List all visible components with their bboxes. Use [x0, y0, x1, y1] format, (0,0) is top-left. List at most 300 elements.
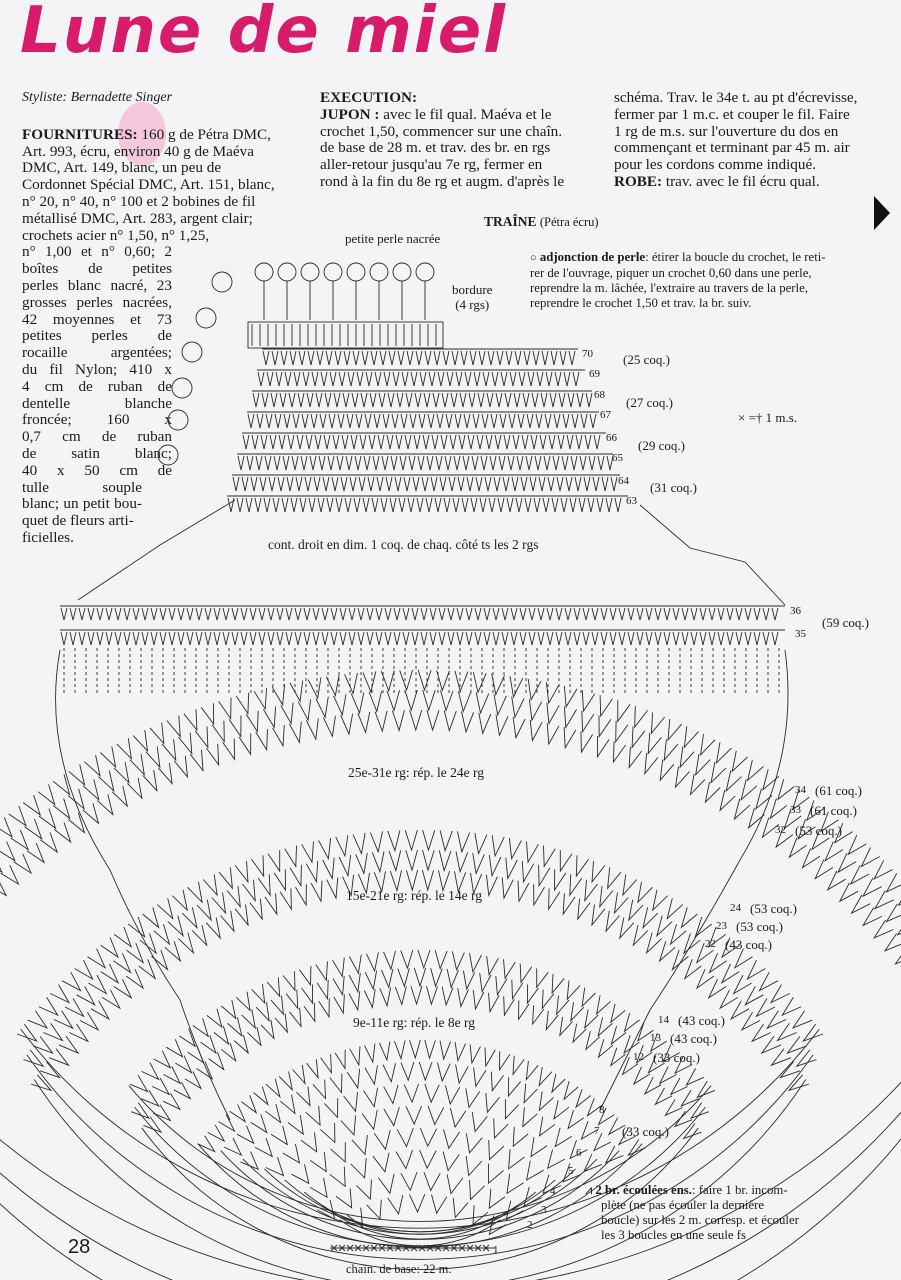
stitch-mark — [117, 738, 132, 759]
stitch-mark — [533, 351, 539, 365]
stitch-mark — [763, 769, 779, 789]
stitch-mark — [365, 414, 371, 428]
stitch-mark — [319, 838, 331, 859]
stitch-mark — [556, 608, 562, 620]
stitch-mark — [600, 886, 613, 907]
stitch-mark — [347, 414, 353, 428]
stitch-mark — [227, 886, 240, 907]
stitch-mark — [614, 893, 628, 914]
stitch-mark — [405, 690, 418, 710]
stitch-mark — [341, 714, 353, 735]
stitch-mark — [152, 950, 168, 970]
stitch-mark — [711, 762, 726, 783]
stitch-mark — [364, 1044, 375, 1063]
stitch-mark — [620, 918, 634, 938]
stitch-mark — [598, 456, 604, 470]
stitch-mark — [522, 861, 533, 882]
stitch-mark — [218, 1114, 234, 1131]
stitch-mark — [491, 1072, 503, 1091]
stitch-mark — [184, 709, 197, 730]
stitch-mark — [493, 632, 499, 645]
stitch-mark — [320, 1123, 335, 1143]
stitch-mark — [375, 711, 387, 731]
right-line: pour les cordons comme indiqué. — [614, 156, 817, 174]
stitch-mark — [187, 608, 193, 620]
stitch-mark — [509, 414, 515, 428]
stitch-mark — [628, 1140, 645, 1156]
stitch-mark — [255, 1138, 272, 1156]
stitch-mark — [133, 730, 147, 751]
stitch-mark — [851, 865, 869, 884]
stitch-mark — [539, 1092, 553, 1111]
stitch-mark — [517, 456, 523, 470]
stitch-mark — [61, 608, 67, 620]
stitch-mark — [754, 632, 760, 645]
stitch-mark — [365, 1065, 378, 1084]
stitch-mark — [277, 632, 283, 645]
stitch-mark — [0, 853, 2, 872]
stitch-mark — [874, 860, 893, 879]
stitch-mark — [253, 393, 259, 407]
stitch-mark — [540, 1117, 556, 1136]
stitch-mark — [394, 608, 400, 620]
stitch-mark — [346, 456, 352, 470]
stitch-mark — [513, 435, 519, 449]
stitch-mark — [398, 351, 404, 365]
stitch-mark — [174, 756, 187, 777]
stitch-mark — [520, 632, 526, 645]
stitch-mark — [581, 731, 593, 752]
stitch-mark — [337, 456, 343, 470]
stitch-mark — [490, 456, 496, 470]
stitch-mark — [507, 1174, 524, 1194]
stitch-mark — [297, 435, 303, 449]
stitch-mark — [521, 477, 527, 491]
stitch-mark — [279, 1072, 292, 1090]
stitch-mark — [489, 855, 501, 876]
stitch-mark — [370, 831, 382, 851]
stitch-mark — [578, 899, 590, 920]
stitch-mark — [317, 980, 328, 999]
stitch-mark — [563, 414, 569, 428]
stitch-mark — [167, 716, 181, 737]
stitch-mark — [484, 632, 490, 645]
row-number: 23 — [716, 920, 727, 932]
stitch-mark — [496, 393, 502, 407]
stitch-mark — [235, 861, 248, 882]
stitch-mark — [554, 1100, 569, 1119]
stitch-mark — [500, 414, 506, 428]
stitch-mark — [629, 900, 643, 920]
stitch-mark — [575, 477, 581, 491]
bordure-label: bordure (4 rgs) — [452, 282, 493, 312]
stitch-mark — [39, 997, 58, 1015]
stitch-mark — [356, 1180, 371, 1200]
stitch-mark — [214, 632, 220, 645]
stitch-mark — [572, 414, 578, 428]
stitch-mark — [313, 1080, 326, 1099]
stitch-mark — [754, 608, 760, 620]
stitch-mark — [559, 393, 565, 407]
stitch-mark — [675, 1111, 692, 1127]
stitch-mark — [27, 843, 44, 862]
stitch-mark — [219, 867, 232, 888]
supplies-line: Cordonnet Spécial DMC, Art. 151, blanc, — [22, 176, 275, 194]
stitch-mark — [664, 739, 678, 760]
stitch-mark — [489, 993, 500, 1012]
stitch-mark — [160, 608, 166, 620]
stitch-mark — [411, 986, 422, 1004]
stitch-mark — [334, 994, 345, 1013]
stitch-mark — [304, 632, 310, 645]
stitch-mark — [241, 1095, 256, 1113]
stitch-mark — [592, 861, 605, 882]
stitch-mark — [384, 372, 390, 386]
stitch-mark — [334, 393, 340, 407]
stitch-mark — [115, 632, 121, 645]
stitch-mark — [343, 393, 349, 407]
stitch-mark — [142, 608, 148, 620]
stitch-mark — [667, 898, 683, 918]
stitch-mark — [574, 632, 580, 645]
stitch-mark — [447, 969, 458, 987]
stitch-mark — [262, 393, 268, 407]
stitch-mark — [633, 925, 648, 945]
stitch-mark — [536, 414, 542, 428]
stitch-mark — [568, 1110, 584, 1128]
row-number: 68 — [594, 389, 605, 401]
stitch-mark — [466, 1088, 480, 1107]
stitch-mark — [556, 632, 562, 645]
stitch-mark — [247, 456, 253, 470]
stitch-mark — [401, 950, 413, 968]
stitch-mark — [668, 719, 682, 740]
row-number: 64 — [618, 475, 629, 487]
stitch-mark — [425, 1040, 436, 1058]
stitch-mark — [126, 969, 143, 988]
stitch-count: (29 coq.) — [638, 438, 685, 453]
stitch-mark — [432, 435, 438, 449]
stitch-mark — [348, 372, 354, 386]
supplies-line: boîtes de petites — [22, 260, 172, 278]
stitch-mark — [586, 1031, 600, 1049]
stitch-mark — [651, 712, 664, 733]
rows-15-21-label: 15e-21e rg: rép. le 14e rg — [346, 888, 482, 903]
stitch-mark — [700, 608, 706, 620]
stitch-mark — [355, 456, 361, 470]
stitch-mark — [316, 961, 328, 980]
stitch-mark — [301, 1132, 317, 1151]
stitch-mark — [547, 703, 559, 724]
stitch-mark — [539, 477, 545, 491]
stitch-mark — [697, 1081, 715, 1097]
supplies-line: petites perles de — [22, 327, 172, 345]
stitch-mark — [293, 414, 299, 428]
stitch-mark — [660, 760, 674, 781]
stitch-mark — [421, 608, 427, 620]
stitch-mark — [848, 835, 866, 854]
stitch-mark — [385, 632, 391, 645]
stitch-mark — [440, 477, 446, 491]
stitch-mark — [321, 1054, 332, 1073]
stitch-mark — [408, 498, 414, 512]
stitch-mark — [646, 608, 652, 620]
right-line: fermer par 1 m.c. et couper le fil. Faire — [614, 105, 850, 123]
stitch-mark — [151, 608, 157, 620]
stitch-mark — [544, 846, 556, 867]
stitch-mark — [645, 753, 658, 774]
stitch-mark — [648, 733, 661, 754]
stitch-mark — [369, 435, 375, 449]
stitch-mark — [139, 959, 156, 978]
stitch-mark — [456, 1064, 469, 1083]
stitch-mark — [158, 763, 172, 784]
stitch-mark — [391, 456, 397, 470]
stitch-mark — [549, 889, 560, 910]
stitch-mark — [515, 351, 521, 365]
stitch-mark — [50, 985, 69, 1003]
stitch-mark — [207, 1009, 222, 1027]
stitch-mark — [736, 608, 742, 620]
stitch-mark — [322, 632, 328, 645]
stitch-mark — [242, 477, 248, 491]
stitch-mark — [537, 968, 549, 987]
supplies-line: rocaille argentées; — [22, 344, 172, 362]
stitch-mark — [610, 608, 616, 620]
flower-motif — [172, 378, 192, 398]
stitch-mark — [425, 351, 431, 365]
stitch-mark — [570, 498, 576, 512]
stitch-mark — [421, 632, 427, 645]
stitch-mark — [628, 632, 634, 645]
stitch-mark — [414, 435, 420, 449]
stitch-mark — [685, 959, 702, 978]
stitch-mark — [680, 746, 694, 767]
stitch-mark — [597, 498, 603, 512]
stitch-mark — [38, 784, 55, 804]
stitch-mark — [601, 632, 607, 645]
stitch-mark — [479, 713, 491, 734]
flower-motif — [168, 410, 188, 430]
stitch-mark — [250, 632, 256, 645]
stitch-mark — [500, 1051, 510, 1070]
stitch-mark — [298, 393, 304, 407]
stitch-mark — [599, 1039, 613, 1057]
stitch-mark — [510, 372, 516, 386]
stitch-mark — [583, 632, 589, 645]
stitch-mark — [84, 755, 100, 776]
stitch-mark — [494, 1119, 509, 1138]
stitch-mark — [405, 435, 411, 449]
stitch-mark — [717, 742, 732, 763]
stitch-mark — [201, 703, 214, 724]
stitch-mark — [233, 477, 239, 491]
stitch-mark — [485, 477, 491, 491]
stitch-mark — [395, 477, 401, 491]
stitch-mark — [502, 877, 513, 898]
stitch-mark — [127, 943, 144, 962]
stitch-mark — [146, 746, 160, 767]
stitch-mark — [223, 632, 229, 645]
stitch-mark — [83, 803, 99, 823]
stitch-mark — [331, 1142, 346, 1162]
stitch-mark — [221, 1000, 235, 1019]
stitch-mark — [416, 351, 422, 365]
stitch-count: (61 coq.) — [815, 783, 862, 798]
stitch-mark — [480, 973, 491, 992]
stitch-mark — [582, 988, 595, 1007]
stitch-mark — [376, 608, 382, 620]
row-number: 3 — [541, 1204, 547, 1216]
stitch-mark — [488, 351, 494, 365]
stitch-mark — [682, 632, 688, 645]
stitch-mark — [133, 632, 139, 645]
supplies-line: froncée; 160 x — [22, 411, 172, 429]
stitch-mark — [300, 498, 306, 512]
jupon-line: rond à la fin du 8e rg et augm. d'après le — [320, 172, 565, 190]
stitch-mark — [582, 711, 594, 732]
stitch-mark — [283, 1144, 300, 1163]
stitch-mark — [268, 850, 280, 871]
stitch-mark — [524, 1084, 537, 1103]
stitch-mark — [489, 498, 495, 512]
stitch-mark — [594, 435, 600, 449]
stitch-mark — [513, 1056, 524, 1075]
stitch-mark — [470, 1180, 485, 1200]
stitch-mark — [296, 1087, 310, 1106]
stitch-mark — [423, 850, 435, 870]
stitch-mark — [574, 608, 580, 620]
stitch-count: (31 coq.) — [650, 480, 697, 495]
stitch-mark — [329, 414, 335, 428]
stitch-mark — [114, 927, 131, 947]
stitch-mark — [353, 351, 359, 365]
br-ecoulees-line: plète (ne pas écouler la dernière — [601, 1198, 765, 1212]
stitch-mark — [423, 690, 436, 710]
stitch-mark — [274, 869, 285, 890]
stitch-mark — [77, 987, 95, 1005]
stitch-mark — [79, 632, 85, 645]
stitch-mark — [547, 608, 553, 620]
stitch-mark — [691, 608, 697, 620]
stitch-mark — [268, 632, 274, 645]
stitch-mark — [505, 393, 511, 407]
stitch-mark — [885, 934, 901, 951]
stitch-mark — [635, 706, 648, 727]
stitch-mark — [290, 681, 303, 702]
stitch-mark — [68, 789, 84, 809]
stitch-mark — [293, 1065, 305, 1084]
stitch-mark — [362, 1110, 377, 1129]
stitch-mark — [446, 414, 452, 428]
stitch-mark — [356, 853, 368, 874]
stitch-mark — [782, 997, 801, 1015]
stitch-mark — [336, 498, 342, 512]
rows-9-11-label: 9e-11e rg: rép. le 8e rg — [353, 1015, 475, 1030]
stitch-mark — [485, 1047, 495, 1066]
stitch-mark — [420, 1128, 436, 1146]
stitch-mark — [611, 1004, 626, 1022]
stitch-mark — [0, 842, 15, 861]
stitch-mark — [395, 986, 406, 1004]
stitch-mark — [486, 435, 492, 449]
stitch-mark — [438, 1063, 451, 1081]
br-ecoulees-note: ⩘ 2 br. écoulées ens.: faire 1 br. incom- plète (ne pas écouler la dernière boucle) sur les 2 m. corresp. et écouler les 3 boucles en une seule fs — [585, 1183, 885, 1243]
stitch-mark — [294, 372, 300, 386]
stitch-mark — [254, 1087, 268, 1105]
stitch-mark — [388, 393, 394, 407]
stitch-mark — [535, 456, 541, 470]
stitch-mark — [803, 1024, 823, 1041]
stitch-mark — [418, 456, 424, 470]
stitch-mark — [267, 372, 273, 386]
stitch-mark — [331, 632, 337, 645]
stitch-mark — [763, 632, 769, 645]
stitch-mark — [380, 351, 386, 365]
stitch-mark — [447, 372, 453, 386]
stitch-mark — [250, 899, 262, 920]
stitch-mark — [349, 955, 361, 974]
stitch-mark — [385, 608, 391, 620]
stitch-mark — [427, 986, 438, 1004]
stitch-mark — [736, 632, 742, 645]
row-number: 69 — [589, 368, 600, 380]
stitch-mark — [465, 372, 471, 386]
stitch-mark — [718, 632, 724, 645]
stitch-count: (43 coq.) — [725, 937, 772, 952]
stitch-mark — [179, 1029, 195, 1047]
stitch-mark — [313, 632, 319, 645]
flower-motif — [182, 342, 202, 362]
stitch-count: (61 coq.) — [810, 803, 857, 818]
stitch-mark — [296, 477, 302, 491]
stitch-mark — [610, 632, 616, 645]
stitch-mark — [608, 867, 621, 888]
stitch-mark — [545, 414, 551, 428]
stitch-mark — [25, 819, 42, 839]
stitch-count: (53 coq.) — [795, 823, 842, 838]
cont-droit-label: cont. droit en dim. 1 coq. de chaq. côté ts les 2 rgs — [268, 537, 539, 552]
stitch-mark — [366, 372, 372, 386]
stitch-mark — [487, 956, 499, 975]
stitch-mark — [319, 456, 325, 470]
stitch-mark — [534, 884, 545, 905]
stitch-mark — [401, 1172, 417, 1190]
stitch-mark — [440, 830, 452, 850]
stitch-mark — [68, 813, 84, 833]
stitch-mark — [101, 938, 118, 957]
stitch-mark — [531, 1137, 547, 1156]
stitch-mark — [440, 1041, 451, 1059]
stitch-mark — [503, 477, 509, 491]
stitch-mark — [367, 632, 373, 645]
stitch-mark — [240, 1152, 258, 1170]
stitch-mark — [165, 941, 181, 961]
stitch-mark — [75, 960, 93, 979]
supplies-line: blanc; un petit bou- — [22, 495, 142, 513]
stitch-mark — [209, 1052, 224, 1070]
stitch-mark — [555, 1128, 571, 1147]
stitch-mark — [344, 351, 350, 365]
stitch-mark — [676, 767, 690, 788]
stitch-mark — [619, 608, 625, 620]
stitch-mark — [441, 435, 447, 449]
stitch-mark — [415, 393, 421, 407]
stitch-mark — [550, 393, 556, 407]
stitch-mark — [852, 895, 871, 913]
stitch-mark — [311, 881, 322, 902]
stitch-mark — [593, 477, 599, 491]
